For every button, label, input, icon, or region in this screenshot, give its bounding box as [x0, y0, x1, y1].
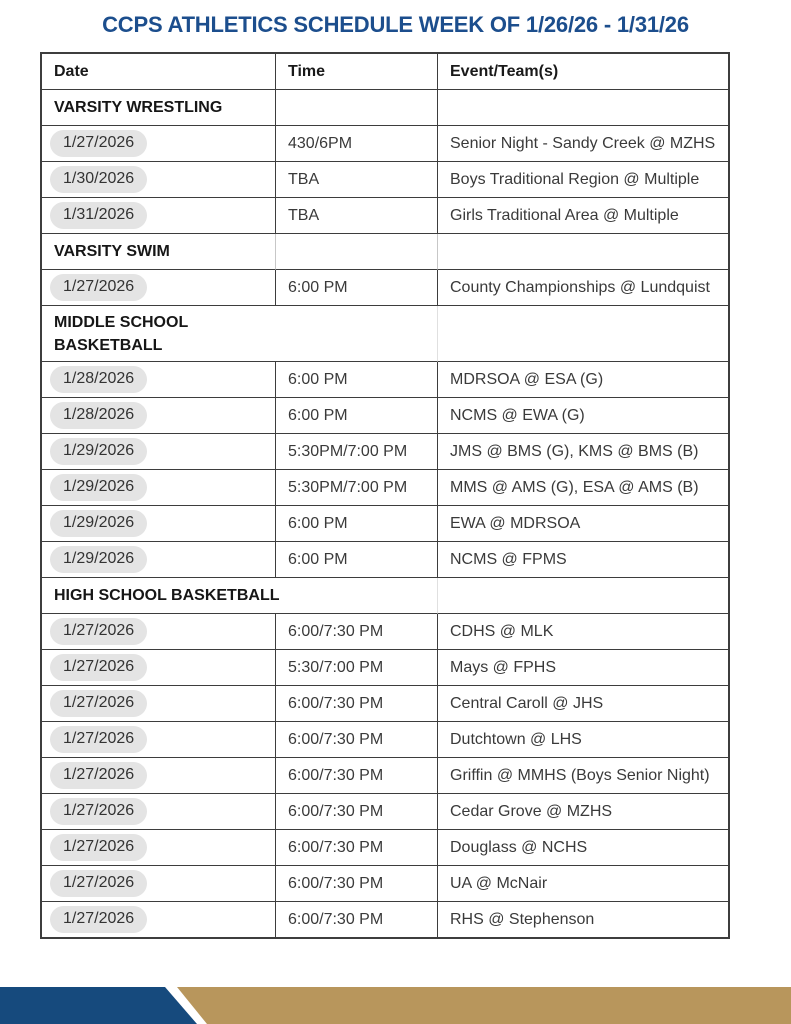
- date-cell: [42, 614, 276, 650]
- empty-event-cell: [438, 90, 728, 126]
- date-cell: [42, 686, 276, 722]
- footer-graphic: [0, 987, 791, 1024]
- date-cell: [42, 830, 276, 866]
- time-cell: 6:00 PM: [276, 542, 438, 578]
- event-cell: EWA @ MDRSOA: [438, 506, 728, 542]
- date-pill: 1/30/2026: [50, 166, 147, 193]
- date-pill: 1/27/2026: [50, 834, 147, 861]
- column-header-row: [42, 54, 728, 90]
- date-pill: 1/27/2026: [50, 906, 147, 933]
- event-cell: Dutchtown @ LHS: [438, 722, 728, 758]
- schedule-row: [42, 614, 728, 650]
- date-cell: [42, 650, 276, 686]
- schedule-row: [42, 830, 728, 866]
- event-cell: Boys Traditional Region @ Multiple: [438, 162, 728, 198]
- schedule-row: [42, 434, 728, 470]
- date-pill: 1/29/2026: [50, 438, 147, 465]
- event-cell: County Championships @ Lundquist: [438, 270, 728, 306]
- schedule-row: [42, 162, 728, 198]
- date-pill: 1/27/2026: [50, 726, 147, 753]
- time-cell: TBA: [276, 162, 438, 198]
- column-header-time: Time: [276, 54, 438, 90]
- date-cell: [42, 758, 276, 794]
- section-title-cell: [42, 578, 438, 614]
- section-title: VARSITY SWIM: [54, 243, 170, 260]
- schedule-row: [42, 506, 728, 542]
- time-cell: 6:00 PM: [276, 270, 438, 306]
- date-pill: 1/28/2026: [50, 402, 147, 429]
- event-cell: Douglass @ NCHS: [438, 830, 728, 866]
- time-cell: 5:30/7:00 PM: [276, 650, 438, 686]
- section-title: MIDDLE SCHOOL BASKETBALL: [54, 313, 188, 354]
- time-cell: 6:00/7:30 PM: [276, 830, 438, 866]
- event-cell: Girls Traditional Area @ Multiple: [438, 198, 728, 234]
- date-pill: 1/29/2026: [50, 474, 147, 501]
- section-title-cell: [42, 90, 276, 126]
- event-cell: Central Caroll @ JHS: [438, 686, 728, 722]
- section-header-row: [42, 306, 728, 362]
- time-cell: 5:30PM/7:00 PM: [276, 470, 438, 506]
- date-pill: 1/27/2026: [50, 870, 147, 897]
- time-cell: 6:00/7:30 PM: [276, 686, 438, 722]
- event-cell: JMS @ BMS (G), KMS @ BMS (B): [438, 434, 728, 470]
- date-cell: [42, 470, 276, 506]
- schedule-row: [42, 686, 728, 722]
- date-cell: [42, 902, 276, 937]
- schedule-row: [42, 902, 728, 937]
- time-cell: TBA: [276, 198, 438, 234]
- date-pill: 1/27/2026: [50, 130, 147, 157]
- schedule-row: [42, 362, 728, 398]
- date-cell: [42, 506, 276, 542]
- date-cell: [42, 794, 276, 830]
- schedule-row: [42, 542, 728, 578]
- date-cell: [42, 398, 276, 434]
- event-cell: Cedar Grove @ MZHS: [438, 794, 728, 830]
- section-header-row: [42, 90, 728, 126]
- time-cell: 6:00/7:30 PM: [276, 758, 438, 794]
- time-cell: 6:00 PM: [276, 362, 438, 398]
- date-cell: [42, 198, 276, 234]
- schedule-row: [42, 270, 728, 306]
- date-cell: [42, 362, 276, 398]
- empty-event-cell: [438, 306, 728, 362]
- event-cell: MDRSOA @ ESA (G): [438, 362, 728, 398]
- column-header-event: Event/Team(s): [438, 54, 728, 90]
- date-pill: 1/27/2026: [50, 762, 147, 789]
- date-cell: [42, 162, 276, 198]
- schedule-row: [42, 198, 728, 234]
- date-cell: [42, 866, 276, 902]
- time-cell: 6:00/7:30 PM: [276, 794, 438, 830]
- schedule-row: [42, 722, 728, 758]
- time-cell: 6:00/7:30 PM: [276, 902, 438, 937]
- date-pill: 1/27/2026: [50, 654, 147, 681]
- date-pill: 1/31/2026: [50, 202, 147, 229]
- event-cell: Senior Night - Sandy Creek @ MZHS: [438, 126, 728, 162]
- date-pill: 1/28/2026: [50, 366, 147, 393]
- empty-time-cell: [276, 234, 438, 270]
- date-cell: [42, 126, 276, 162]
- schedule-row: [42, 866, 728, 902]
- date-pill: 1/27/2026: [50, 690, 147, 717]
- empty-event-cell: [438, 234, 728, 270]
- date-pill: 1/29/2026: [50, 546, 147, 573]
- time-cell: 6:00/7:30 PM: [276, 722, 438, 758]
- time-cell: 5:30PM/7:00 PM: [276, 434, 438, 470]
- schedule-row: [42, 470, 728, 506]
- date-pill: 1/27/2026: [50, 274, 147, 301]
- section-title: HIGH SCHOOL BASKETBALL: [54, 587, 280, 604]
- time-cell: 6:00/7:30 PM: [276, 866, 438, 902]
- event-cell: NCMS @ FPMS: [438, 542, 728, 578]
- date-pill: 1/27/2026: [50, 618, 147, 645]
- date-pill: 1/29/2026: [50, 510, 147, 537]
- event-cell: MMS @ AMS (G), ESA @ AMS (B): [438, 470, 728, 506]
- schedule-row: [42, 794, 728, 830]
- column-header-date: Date: [42, 54, 276, 90]
- empty-event-cell: [438, 578, 728, 614]
- section-title-cell: [42, 234, 276, 270]
- schedule-row: [42, 758, 728, 794]
- date-cell: [42, 722, 276, 758]
- schedule-table: [40, 52, 730, 939]
- date-cell: [42, 434, 276, 470]
- date-cell: [42, 542, 276, 578]
- time-cell: 6:00 PM: [276, 506, 438, 542]
- schedule-row: [42, 126, 728, 162]
- event-cell: Mays @ FPHS: [438, 650, 728, 686]
- time-cell: 6:00/7:30 PM: [276, 614, 438, 650]
- time-cell: 6:00 PM: [276, 398, 438, 434]
- event-cell: UA @ McNair: [438, 866, 728, 902]
- schedule-row: [42, 398, 728, 434]
- event-cell: Griffin @ MMHS (Boys Senior Night): [438, 758, 728, 794]
- empty-time-cell: [276, 90, 438, 126]
- date-pill: 1/27/2026: [50, 798, 147, 825]
- page-title: CCPS ATHLETICS SCHEDULE WEEK OF 1/26/26 - 1/31/26: [102, 12, 689, 37]
- time-cell: 430/6PM: [276, 126, 438, 162]
- date-cell: [42, 270, 276, 306]
- section-header-row: [42, 234, 728, 270]
- schedule-row: [42, 650, 728, 686]
- section-header-row: [42, 578, 728, 614]
- section-title-cell: [42, 306, 438, 362]
- section-title: VARSITY WRESTLING: [54, 99, 223, 116]
- event-cell: NCMS @ EWA (G): [438, 398, 728, 434]
- event-cell: RHS @ Stephenson: [450, 910, 595, 928]
- event-cell: CDHS @ MLK: [438, 614, 728, 650]
